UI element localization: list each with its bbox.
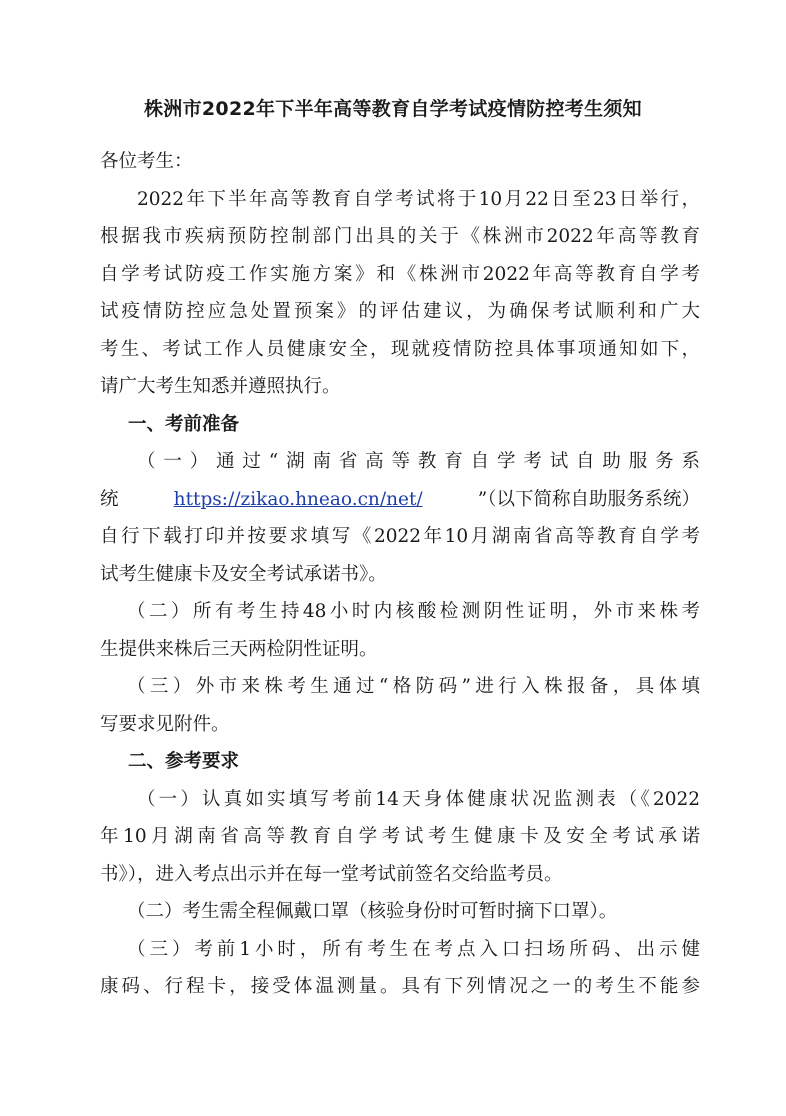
self-service-system-link[interactable]: https://zikao.hneao.cn/net/ (173, 488, 423, 510)
section-2-item-3-line-1: （三）考前1小时，所有考生在考点入口扫场所码、出示健 (127, 938, 700, 960)
section-2-item-1-line-1: （一）认真如实填写考前14天身体健康状况监测表（《2022 (137, 788, 700, 810)
section-1-item-1-line-3: 自行下载打印并按要求填写《2022年10月湖南省高等教育自学考 (100, 526, 700, 547)
section-1-item-1-suffix: ”（以下简称自助服务系统） (477, 488, 700, 510)
greeting: 各位考生： (100, 151, 193, 172)
section-1-item-1-line-1: （一）通过“湖南省高等教育自学考试自助服务系 (137, 451, 700, 472)
document-body (100, 143, 700, 1006)
intro-line-2: 根据我市疾病预防控制部门出具的关于《株洲市2022年高等教育 (100, 226, 700, 247)
section-1-item-2-line-2: 生提供来株后三天两检阴性证明。 (100, 638, 378, 660)
document-title: 株洲市2022年下半年高等教育自学考试疫情防控考生须知 (144, 98, 642, 120)
section-1-item-3-line-2: 写要求见附件。 (100, 713, 230, 735)
section-2-item-1-line-3: 书》），进入考点出示并在每一堂考试前签名交给监考员。 (100, 863, 563, 885)
section-2-item-3-line-2: 康码、行程卡，接受体温测量。具有下列情况之一的考生不能参 (100, 976, 700, 997)
section-1-item-2-line-1: （二）所有考生持48小时内核酸检测阴性证明，外市来株考 (127, 601, 700, 622)
section-2-item-1-line-2: 年10月湖南省高等教育自学考试考生健康卡及安全考试承诺 (100, 826, 700, 847)
intro-line-5: 考生、考试工作人员健康安全，现就疫情防控具体事项通知如下， (100, 338, 700, 360)
intro-line-4: 试疫情防控应急处置预案》的评估建议，为确保考试顺利和广大 (100, 301, 700, 322)
intro-line-6: 请广大考生知悉并遵照执行。 (100, 376, 341, 397)
section-1-item-3-line-1: （三）外市来株考生通过“格防码”进行入株报备，具体填 (127, 676, 700, 697)
intro-line-3: 自学考试防疫工作实施方案》和《株洲市2022年高等教育自学考 (100, 263, 700, 285)
section-2-heading: 二、参考要求 (128, 751, 240, 772)
section-1-item-1-line-4: 试考生健康卡及安全考试承诺书》。 (100, 563, 387, 585)
section-1-heading: 一、考前准备 (128, 413, 240, 435)
section-1-item-1-line-2 (100, 481, 700, 519)
intro-line-1: 2022年下半年高等教育自学考试将于10月22日至23日举行， (137, 188, 700, 210)
section-2-item-2-line-1: （二）考生需全程佩戴口罩（核验身份时可暂时摘下口罩）。 (127, 901, 618, 922)
section-1-item-1-prefix: 统 (100, 488, 119, 510)
